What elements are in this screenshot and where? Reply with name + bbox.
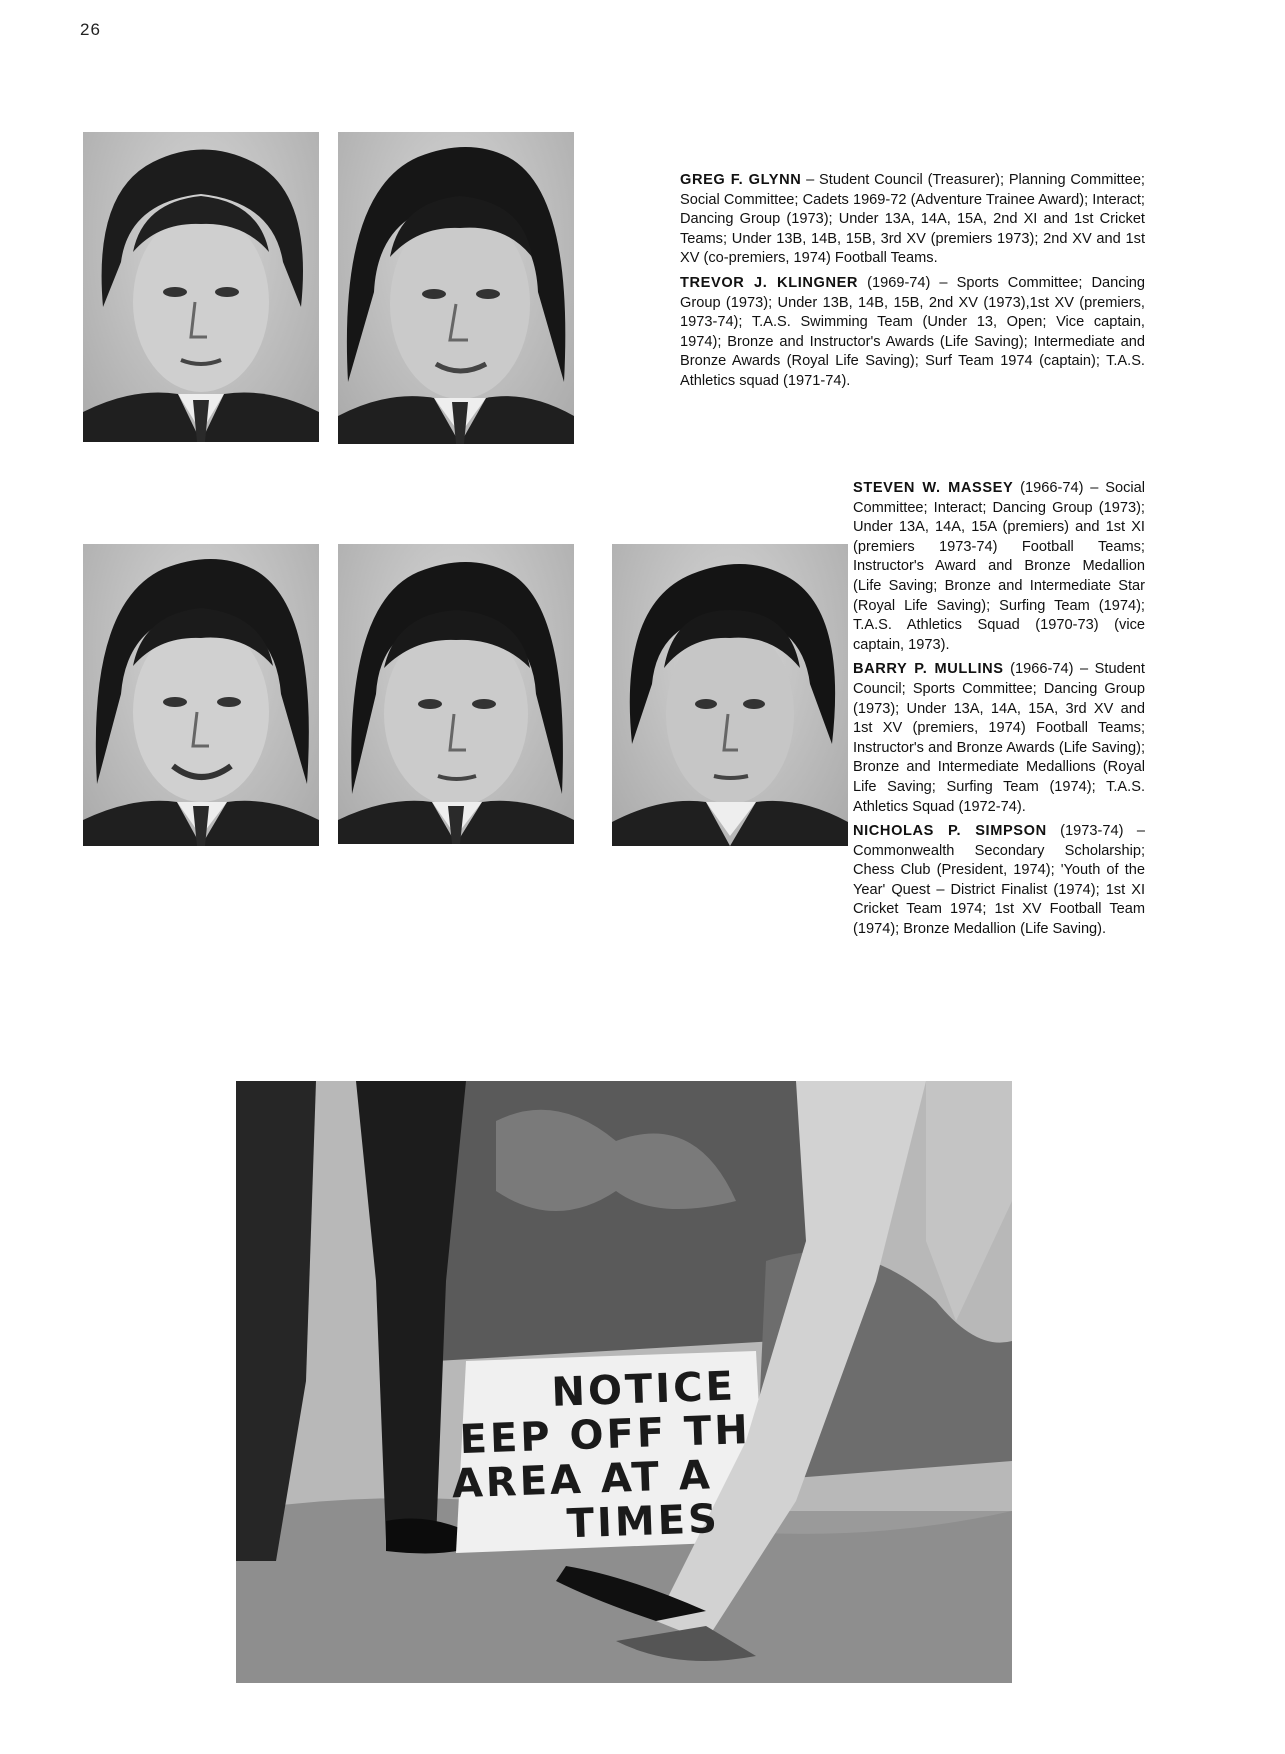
notice-sign-photo — [236, 1081, 1012, 1683]
sign-line: EEP OFF TH — [458, 1406, 752, 1464]
portrait-photo-mullins — [338, 544, 574, 844]
bio-details: – Student Council (Treasurer); Planning Committee; Social Committee; Cadets 1969-72 (Adventure Trainee Award); Interact; Dancing Group (1973); Under 13A, 14A, 15A, 2nd XI and 1st Cricket Teams; Under 13B, 14B, 15B, 3rd XV (premiers 1973); 2nd XV and 1st XV (co-premiers, 1974) Football Teams. — [680, 172, 1145, 267]
portrait-photo-simpson — [612, 544, 848, 846]
bio-klingner — [680, 274, 1145, 392]
bio-glynn — [680, 171, 1145, 269]
bio-details: (1966-74) – Student Council; Sports Committee; Dancing Group (1973); Under 13A, 14A, 15A, 3rd XV and 1st XV (premiers, 1974) Football Teams; Instructor's and Bronze Awards (Life Saving); Bronze and Intermediate Medallions (Royal Life Saving; Surfing Team (1974); T.A.S. Athletics Squad (1972-74). — [853, 661, 1145, 815]
bio-name: STEVEN W. MASSEY — [853, 480, 1014, 496]
notice-sign — [448, 1356, 764, 1557]
sign-line: NOTICE — [550, 1363, 737, 1416]
bio-column-top — [680, 171, 1145, 397]
sign-line: TIMES — [565, 1496, 721, 1548]
portrait-photo-glynn — [83, 132, 319, 442]
page-number: 26 — [80, 20, 101, 39]
sign-line: AREA AT A — [451, 1452, 714, 1508]
bio-massey — [853, 479, 1145, 655]
bio-simpson — [853, 822, 1145, 940]
bio-name: BARRY P. MULLINS — [853, 661, 1004, 678]
bio-details: (1966-74) – Social Committee; Interact; Dancing Group (1973); Under 13A, 14A, 15A (premiers) and 1st XI (premiers 1973-74) Football Teams; Instructor's Award and Bronze Medallion (Life Saving; Bronze and Intermediate Star (Royal Life Saving); Surfing Team (1974); T.A.S. Athletics Squad (1970-73) (vice captain, 1973). — [853, 480, 1145, 653]
portrait-photo-klingner — [338, 132, 574, 444]
bio-mullins — [853, 660, 1145, 817]
bio-column-bottom — [853, 479, 1145, 945]
bio-name: GREG F. GLYNN — [680, 172, 802, 188]
bio-name: NICHOLAS P. SIMPSON — [853, 823, 1047, 840]
bio-details: (1969-74) – Sports Committee; Dancing Group (1973); Under 13B, 14B, 15B, 2nd XV (1973),1st XV (premiers, 1973-74); T.A.S. Swimming Team (Under 13, Open; Vice captain, 1974); Bronze and Instructor's Awards (Life Saving); Intermediate and Bronze Awards (Royal Life Saving); Surf Team 1974 (captain); T.A.S. Athletics squad (1971-74). — [680, 274, 1145, 389]
portrait-photo-massey — [83, 544, 319, 846]
bio-details: (1973-74) – Commonwealth Secondary Scholarship; Chess Club (President, 1974); 'Youth of the Year' Quest – District Finalist (1974); 1st XI Cricket Team 1974; 1st XV Football Team (1974); Bronze Medallion (Life Saving). — [853, 823, 1145, 938]
bio-name: TREVOR J. KLINGNER — [680, 274, 859, 291]
